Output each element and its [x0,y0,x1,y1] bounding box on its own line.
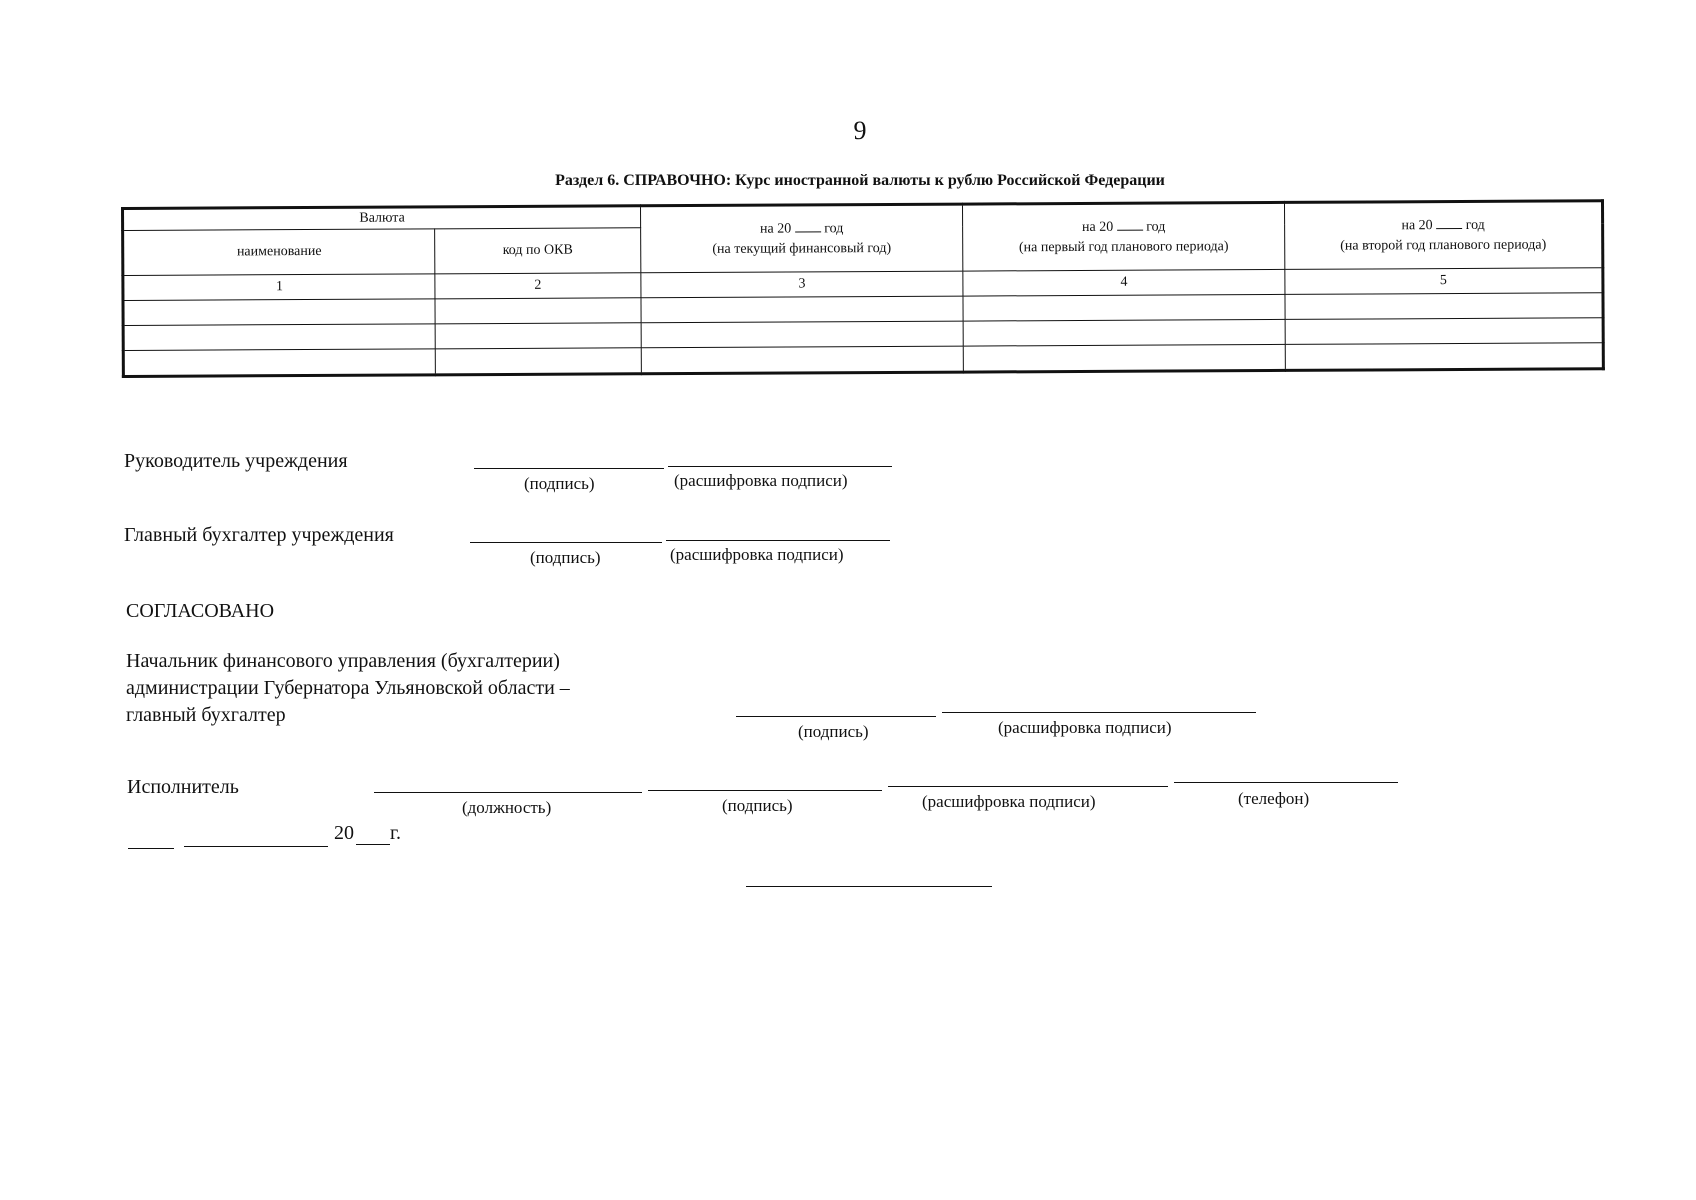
bottom-line [746,886,992,887]
table-cell[interactable] [435,323,641,349]
finance-head-label [126,648,570,729]
page-number: 9 [853,116,867,145]
executor-decode-caption: (расшифровка подписи) [922,792,1096,811]
table-cell[interactable] [641,346,963,374]
table-cell[interactable] [641,296,963,323]
col-number: 5 [1285,268,1603,295]
head-signature-line[interactable] [474,468,664,469]
date-year-prefix: 20 [334,822,354,844]
year-header-5 [1285,201,1603,270]
finance-head-line: Начальник финансового управления (бухгалтерии) [126,650,560,672]
year-header-3 [641,204,963,273]
year-blank[interactable] [1117,217,1143,230]
agreed-heading: СОГЛАСОВАНО [126,600,275,622]
chief-decode-caption: (расшифровка подписи) [670,545,844,564]
year-blank[interactable] [1436,215,1462,228]
date-year-suffix: г. [390,822,401,844]
table-cell[interactable] [1285,293,1603,320]
year-prefix: на 20 [1401,217,1433,233]
head-decode-caption: (расшифровка подписи) [674,471,848,490]
executor-label: Исполнитель [127,776,239,798]
date-year-line[interactable] [356,844,390,845]
executor-decode-line[interactable] [888,786,1168,787]
executor-position-line[interactable] [374,792,642,793]
table-cell[interactable] [963,319,1285,346]
col-name-header: наименование [123,229,435,276]
table-cell[interactable] [123,349,435,377]
finance-decode-caption: (расшифровка подписи) [998,718,1172,737]
col-number: 4 [963,269,1285,296]
table-cell[interactable] [435,348,641,375]
finance-decode-line[interactable] [942,712,1256,713]
executor-position-caption: (должность) [462,798,552,817]
executor-signature-line[interactable] [648,790,882,791]
table-cell[interactable] [1285,318,1603,345]
section-title: Раздел 6. СПРАВОЧНО: Курс иностранной валюты к рублю Российской Федерации [555,172,1165,189]
chief-decode-line[interactable] [666,540,890,541]
col-code-header: код по ОКВ [435,228,641,274]
table-cell[interactable] [435,298,641,324]
table-cell[interactable] [123,299,435,326]
head-decode-line[interactable] [668,466,892,467]
table-header-row [123,201,1603,231]
executor-phone-line[interactable] [1174,782,1398,783]
table-cell[interactable] [1285,343,1603,371]
finance-head-line: главный бухгалтер [126,704,286,726]
year-note: (на второй год планового периода) [1340,237,1547,254]
year-prefix: на 20 [759,220,792,237]
executor-sign-caption: (подпись) [722,796,793,815]
chief-sign-caption: (подпись) [530,548,601,567]
year-suffix: год [1465,217,1485,233]
executor-phone-caption: (телефон) [1238,789,1310,808]
finance-signature-line[interactable] [736,716,936,717]
currency-rate-table [121,199,1605,378]
year-prefix: на 20 [1081,219,1114,235]
chief-signature-line[interactable] [470,542,662,543]
year-header-4 [963,202,1285,271]
date-month-line[interactable] [184,846,328,847]
table-cell[interactable] [641,321,963,348]
col-number: 2 [435,273,641,299]
col-number: 3 [641,271,963,298]
year-blank[interactable] [795,219,821,232]
table-cell[interactable] [963,294,1285,321]
year-suffix: год [824,220,844,236]
date-day-line[interactable] [128,848,174,849]
finance-sign-caption: (подпись) [798,722,869,741]
table-cell[interactable] [963,344,1285,372]
currency-group-header: Валюта [123,206,641,231]
table-cell[interactable] [123,324,435,351]
year-note: (на текущий финансовый год) [712,240,892,257]
head-label: Руководитель учреждения [124,450,348,472]
year-suffix: год [1146,219,1166,235]
finance-head-line: администрации Губернатора Ульяновской области – [126,677,570,699]
col-number: 1 [123,274,435,301]
chief-accountant-label: Главный бухгалтер учреждения [124,524,394,546]
year-note: (на первый год планового периода) [1018,238,1229,255]
head-sign-caption: (подпись) [524,474,595,493]
